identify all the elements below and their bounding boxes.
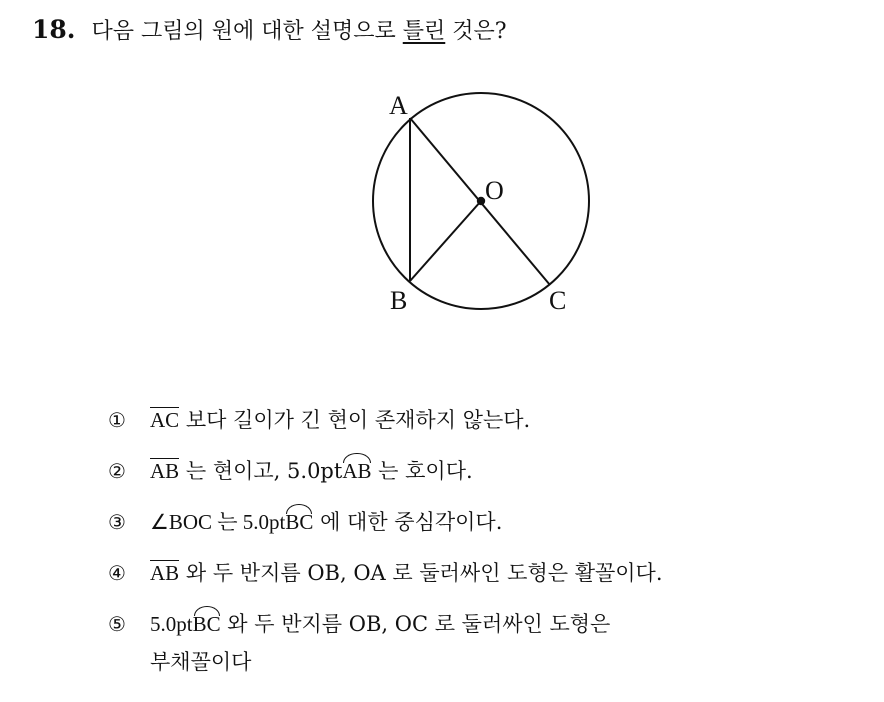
choice-marker: ⑤ [108, 612, 126, 636]
choice-text: 에 대한 중심각이다. [313, 510, 503, 534]
choice-text: 와 두 반지름 OB, OC 로 둘러싸인 도형은 [220, 612, 611, 636]
radius-ob [410, 201, 481, 281]
choice-text: 는 호이다. [371, 459, 473, 483]
choice-text: 보다 길이가 긴 현이 존재하지 않는다. [179, 408, 531, 432]
choice-line [150, 557, 663, 587]
choice-text-mid: 는 현이고, 5.0pt [179, 459, 343, 483]
question-text [92, 14, 507, 45]
circle-diagram [360, 84, 600, 324]
circle-figure [360, 84, 600, 324]
choice-line [150, 608, 610, 638]
question-keyword-underlined: 틀린 [402, 19, 446, 44]
choice-4[interactable] [108, 557, 848, 587]
question-number: 18. [32, 15, 76, 44]
choice-line [150, 404, 530, 434]
label-b: B [390, 286, 408, 315]
choice-marker: ③ [108, 510, 126, 534]
choice-body [150, 506, 502, 536]
choice-line [150, 506, 502, 536]
choice-text-line2: 부채꼴이다 [150, 650, 252, 674]
arc-ab: AB [342, 456, 371, 482]
choice-3[interactable] [108, 506, 848, 536]
segment-ab: AB [150, 561, 180, 585]
choice-marker: ④ [108, 561, 126, 585]
choice-prefix: 5.0pt [150, 612, 193, 636]
arc-bc: BC [285, 507, 313, 533]
choice-2[interactable] [108, 455, 848, 485]
choice-body [150, 404, 530, 434]
label-c: C [549, 286, 567, 315]
choice-body [150, 557, 663, 587]
segment-ac: AC [150, 408, 180, 432]
choice-marker: ② [108, 459, 126, 483]
question-header [32, 14, 507, 45]
question-text-lead: 다음 그림의 원에 대한 설명으로 [91, 19, 403, 44]
choice-prefix: ∠BOC 는 5.0pt [150, 510, 286, 534]
segment-ab: AB [150, 459, 180, 483]
choice-line [150, 455, 473, 485]
arc-bc: BC [193, 609, 221, 635]
center-point-o [477, 197, 485, 205]
choice-body [150, 455, 473, 485]
choice-text: 와 두 반지름 OB, OA 로 둘러싸인 도형은 활꼴이다. [179, 561, 663, 585]
choice-body [150, 608, 610, 676]
choice-1[interactable] [108, 404, 848, 434]
question-text-tail: 것은? [445, 19, 507, 44]
choice-marker: ① [108, 408, 126, 432]
answer-choices [108, 404, 848, 676]
label-o: O [485, 176, 504, 205]
choice-5[interactable] [108, 608, 848, 676]
label-a: A [389, 91, 408, 120]
